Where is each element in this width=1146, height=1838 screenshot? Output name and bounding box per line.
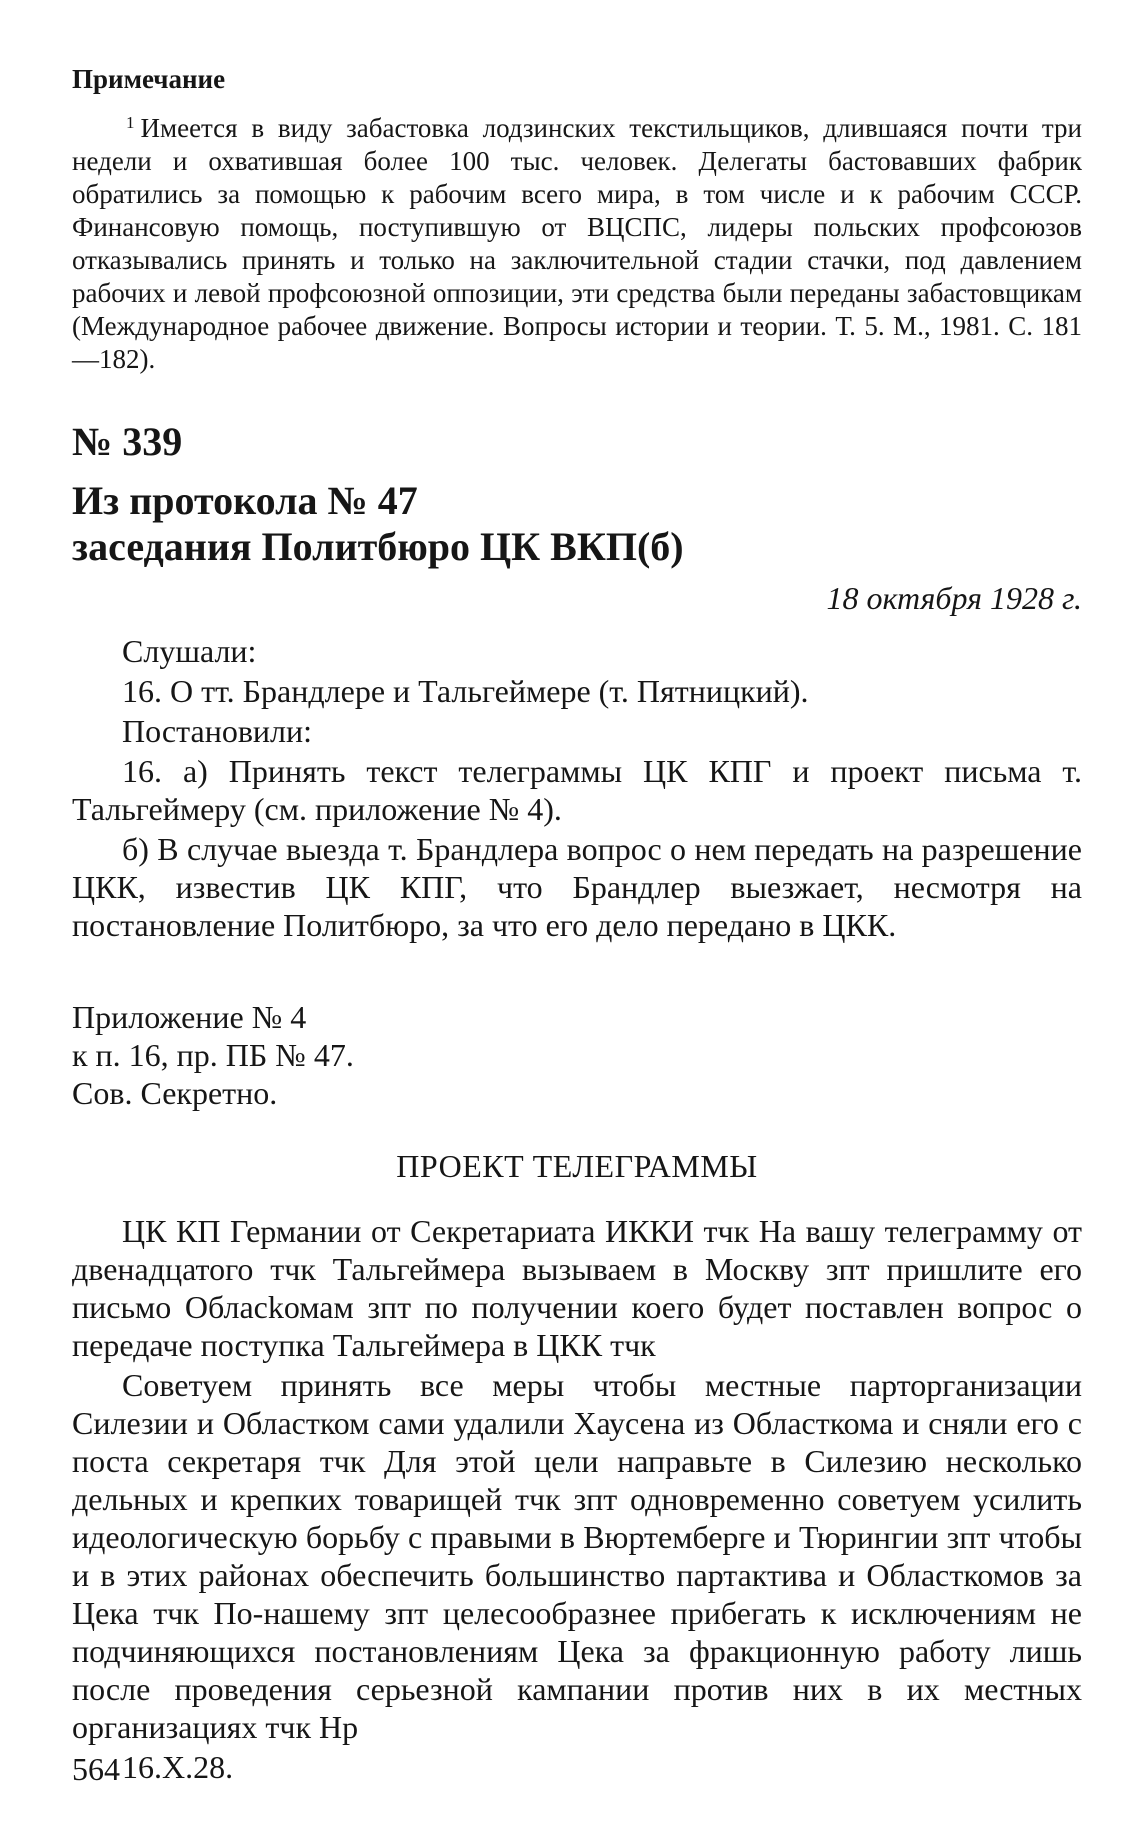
heard-label: Слушали: [122, 633, 257, 669]
document-title-line2: заседания Политбюро ЦК ВКП(б) [72, 524, 684, 569]
resolved-item-a: 16. а) Принять текст телеграммы ЦК КПГ и проект письма т. Тальгеймеру (см. приложение № 4). [72, 753, 1082, 827]
footnote-text: Имеется в виду забастовка лодзинских текстильщиков, длившаяся почти три недели и охватившая более 100 тыс. человек. Делегаты бастовавших фабрик обратились за помощью к рабочим всего мира, в том числе и к рабочим СССР. Финансовую помощь, поступившую от ВЦСПС, лидеры польских профсоюзов отказывались принять и только на заключительной стадии стачки, под давлением рабочих и левой профсоюзной оппозиции, эти средства были переданы забастовщикам (Международное рабочее движение. Вопросы истории и теории. Т. 5. М., 1981. С. 181—182). [72, 113, 1082, 374]
document-page [72, 62, 1082, 1788]
document-number: № 339 [72, 419, 183, 464]
appendix-line3: Сов. Секретно. [72, 1075, 278, 1111]
appendix-line2: к п. 16, пр. ПБ № 47. [72, 1037, 354, 1073]
note-heading: Примечание [72, 64, 226, 94]
document-date: 18 октября 1928 г. [826, 580, 1082, 616]
heard-item: 16. О тт. Брандлере и Тальгеймере (т. Пятницкий). [122, 673, 809, 709]
telegram-paragraph-1: ЦК КП Германии от Секретариата ИККИ тчк На вашу телеграмму от двенадцатого тчк Тальгеймера вызываем в Москву зпт пришлите его письмо Обласkомам зпт по получении коего будет поставлен вопрос о передаче поступка Тальгеймера в ЦКК тчк [72, 1213, 1082, 1363]
appendix-line1: Приложение № 4 [72, 999, 307, 1035]
resolved-label: Постановили: [122, 713, 313, 749]
footnote [72, 106, 1082, 376]
telegram-paragraph-2: Советуем принять все меры чтобы местные парторганизации Силезии и Областком сами удалили Хаусена из Областкома и сняли его с поста секретаря тчк Для этой цели направьте в Силезию несколько дельных и крепких товарищей тчк зпт одновременно советуем усилить идеологическую борьбу с правыми в Вюртемберге и Тюрингии зпт чтобы и в этих районах обеспечить большинство партактива и Областкомов за Цека тчк По-нашему зпт целесообразнее прибегать к исключениям не подчиняющихся постановлениям Цека за фракционную работу лишь после проведения серьезной кампании против них в их местных организациях тчк Нр [72, 1367, 1082, 1745]
telegram-title: ПРОЕКТ ТЕЛЕГРАММЫ [396, 1148, 758, 1184]
page-number: 564 [72, 1751, 120, 1787]
appendix-header [72, 998, 1082, 1112]
footnote-marker: 1 [126, 113, 135, 132]
document-title-line1: Из протокола № 47 [72, 478, 418, 523]
resolved-item-b: б) В случае выезда т. Брандлера вопрос о нем передать на разрешение ЦКК, известив ЦК КПГ, что Брандлер выезжает, несмотря на постановление Политбюро, за что его дело передано в ЦКК. [72, 831, 1082, 943]
telegram-date: 16.X.28. [122, 1749, 234, 1785]
